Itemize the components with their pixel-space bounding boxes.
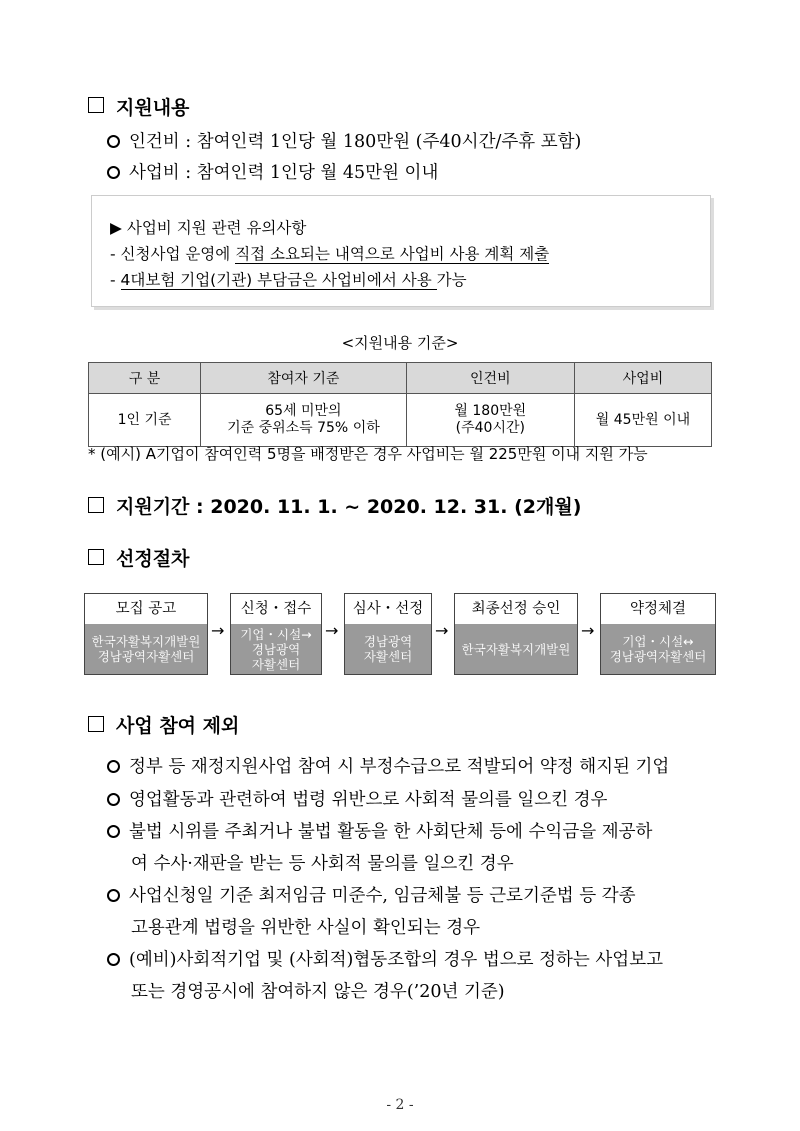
support-criteria-table: [88, 362, 712, 447]
list-item-continuation: 또는 경영공시에 참여하지 않은 경우(’20년 기준): [131, 982, 505, 1002]
process-step-review: 심사・선정 경남광역 자활센터: [344, 593, 432, 675]
list-item: (예비)사회적기업 및 (사회적)협동조합의 경우 법으로 정하는 사업보고: [107, 946, 663, 971]
table-cell: 1인 기준: [89, 394, 201, 447]
column-header: 구 분: [89, 363, 201, 394]
section-heading-selection: 선정절차: [116, 548, 190, 570]
caution-note-box: [91, 195, 711, 307]
list-item: 정부 등 재정지원사업 참여 시 부정수급으로 적발되어 약정 해지된 기업: [107, 753, 669, 778]
checkbox-icon: [88, 97, 104, 113]
process-step-apply: 신청・접수 기업・시설→ 경남광역 자활센터: [230, 593, 322, 675]
arrow-right-icon: →: [211, 621, 225, 640]
arrow-right-icon: →: [581, 621, 595, 640]
table-header-row: [89, 363, 712, 394]
list-item: 사업신청일 기준 최저임금 미준수, 임금체불 등 근로기준법 등 각종: [107, 882, 636, 907]
arrow-right-icon: →: [325, 621, 339, 640]
section-heading-period: 지원기간 : 2020. 11. 1. ~ 2020. 12. 31. (2개월): [116, 496, 582, 518]
circle-bullet-icon: [107, 166, 120, 179]
list-item-continuation: 여 수사·재판을 받는 등 사회적 물의를 일으킨 경우: [131, 854, 514, 874]
section-heading-exclusion: 사업 참여 제외: [116, 715, 240, 737]
list-item: 불법 시위를 주최거나 불법 활동을 한 사회단체 등에 수익금을 제공하: [107, 818, 652, 843]
arrow-right-icon: →: [435, 621, 449, 640]
circle-bullet-icon: [107, 760, 120, 773]
circle-bullet-icon: [107, 825, 120, 838]
note-line: - 신청사업 운영에 직접 소요되는 내역으로 사업비 사용 계획 제출: [110, 245, 550, 263]
note-line: - 4대보험 기업(기관) 부담금은 사업비에서 사용 가능: [110, 271, 467, 289]
table-cell: 65세 미만의 기준 중위소득 75% 이하: [201, 394, 407, 447]
circle-bullet-icon: [107, 793, 120, 806]
table-footnote: * (예시) A기업이 참여인력 5명을 배정받은 경우 사업비는 월 225만원 이내 지원 가능: [88, 445, 648, 463]
column-header: 인건비: [406, 363, 574, 394]
table-cell: 월 180만원 (주40시간): [406, 394, 574, 447]
page-number: - 2 -: [386, 1097, 414, 1113]
table-cell: 월 45만원 이내: [574, 394, 711, 447]
checkbox-icon: [88, 716, 104, 732]
list-item: 인건비 : 참여인력 1인당 월 180만원 (주40시간/주휴 포함): [107, 128, 581, 153]
column-header: 참여자 기준: [201, 363, 407, 394]
circle-bullet-icon: [107, 135, 120, 148]
checkbox-icon: [88, 497, 104, 513]
circle-bullet-icon: [107, 953, 120, 966]
note-title: ▶ 사업비 지원 관련 유의사항: [110, 219, 307, 237]
process-step-approval: 최종선정 승인 한국자활복지개발원: [454, 593, 578, 675]
list-item-continuation: 고용관계 법령을 위반한 사실이 확인되는 경우: [131, 918, 481, 938]
checkbox-icon: [88, 549, 104, 565]
section-heading-support: 지원내용: [116, 97, 190, 119]
circle-bullet-icon: [107, 889, 120, 902]
table-row: [89, 394, 712, 447]
table-caption: <지원내용 기준>: [341, 334, 459, 352]
list-item: 영업활동과 관련하여 법령 위반으로 사회적 물의를 일으킨 경우: [107, 786, 607, 811]
process-step-recruit: 모집 공고 한국자활복지개발원 경남광역자활센터: [84, 593, 208, 675]
process-step-agreement: 약정체결 기업・시설↔ 경남광역자활센터: [600, 593, 716, 675]
list-item: 사업비 : 참여인력 1인당 월 45만원 이내: [107, 159, 438, 184]
column-header: 사업비: [574, 363, 711, 394]
